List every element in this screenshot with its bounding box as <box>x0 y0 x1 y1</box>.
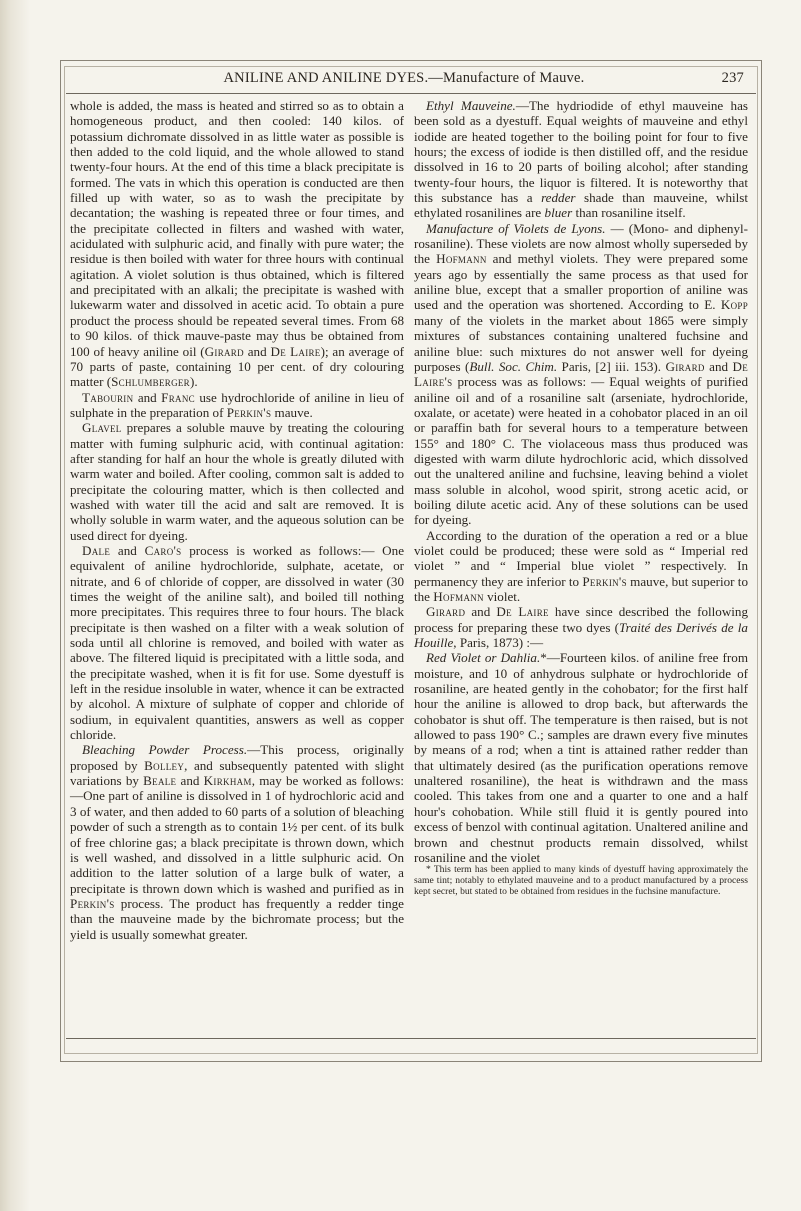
footnote: * This term has been applied to many kinds of dyestuff having approximately the same tint; notably to ethylated mauveine and to a product manufactured by a process kept secret, but stated to be obtained from residues in the fuchsine manufacture. <box>414 864 748 897</box>
header-rule <box>66 93 756 94</box>
paragraph: Red Violet or Dahlia.*—Fourteen kilos. of aniline free from moisture, and 10 of anhydrous sulphate or hydrochloride of rosaniline, are heated gently in the cohobator; for the first half hour the aniline is allowed to drop back, but afterwards the cohobator is shut off. The temperature is then raised, but is not allowed to pass 190° C.; samples are drawn every five minutes by means of a rod; when a tint is attained rather redder than that ultimately desired (as the purification operations remove unaltered rosaniline), the heat is withdrawn and the mass cooled. This takes from one and a quarter to one and a half hour's cohobation. While still fluid it is gently poured into excess of benzol with continual agitation. Unaltered aniline and brown and chestnut products remain dissolved, whilst rosaniline and the violet <box>414 650 749 865</box>
paragraph: Girard and De Laire have since described the following process for preparing these two dyes (Traité des Derivés de la Houille, Paris, 1873) :— <box>414 604 749 651</box>
paragraph: Manufacture of Violets de Lyons. — (Mono- and diphenyl- rosaniline). These violets are now almost wholly superseded by the Hofmann and methyl violets. They were prepared some years ago by essentially the same process as that used for aniline blue, except that a smaller proportion of aniline was used and the operation was shortened. According to E. Kopp many of the violets in the market about 1865 were simply mixtures of substances containing unaltered fuchsine and aniline blue: such mixtures do not answer well for dyeing purposes (Bull. Soc. Chim. Paris, [2] iii. 153). Girard and De Laire's process was as follows: — Equal weights of purified aniline oil and of a rosaniline salt (arseniate, hydrochloride, oxalate, or acetate) were heated in a cohobator placed in an oil or paraffin bath for several hours to a temperature between 155° and 180° C. The violaceous mass thus produced was digested with warm dilute hydrochloric acid, which dissolved out the unaltered aniline and fuchsine, leaving behind a violet mass soluble in alcohol, wood spirit, strong acetic acid, or boiling dilute acetic acid. Any of these solutions can be used for dyeing. <box>414 220 749 528</box>
paragraph: Glavel prepares a soluble mauve by treating the colouring matter with fuming sulphuric acid, with continual agitation: after standing for half an hour the whole is greatly diluted with warm water and boiled. After cooling, common salt is added to precipitate the colouring matter, which is then collected and washed with water till the acid and salt are removed. It is wholly soluble in warm water, and the aqueous solution can be used direct for dyeing. <box>70 420 404 543</box>
paragraph: whole is added, the mass is heated and stirred so as to obtain a homogeneous product, and then cooled: 140 kilos. of potassium dichromate dissolved in as little water as possible is then added to the cold liquid, and the whole allowed to stand twenty-four hours. At the end of this time a black precipitate is formed. The vats in which this operation is conducted are then filled up with water, so as to wash the precipitate by decantation; the washing is repeated three or four times, and the precipitate collected in filters and washed with water, acidulated with sulphuric acid, and finally with pure water; the residue is then boiled with water for three hours with continual agitation. A violet solution is thus obtained, which is filtered and precipitated with an alkali; the precipitate is washed with lukewarm water and dissolved in acetic acid. To obtain a pure product the process should be repeated several times. From 68 to 90 kilos. of thick mauve-paste may thus be obtained from 100 of heavy aniline oil (Girard and De Laire); an average of 70 parts of paste, containing 10 per cent. of dry colouring matter (Schlumberger). <box>70 98 404 390</box>
left-column <box>70 98 404 942</box>
paragraph: Tabourin and Franc use hydrochloride of aniline in lieu of sulphate in the preparation of Perkin's mauve. <box>70 389 404 420</box>
paragraph: According to the duration of the operation a red or a blue violet could be produced; these were sold as “ Imperial red violet ” and “ Imperial blue violet ” respectively. In permanency they are inferior to Perkin's mauve, but superior to the Hofmann violet. <box>414 527 748 604</box>
paragraph: Ethyl Mauveine.—The hydriodide of ethyl mauveine has been sold as a dyestuff. Equal weights of mauveine and ethyl iodide are heated together to the boiling point for four to five hours; the excess of iodide is then distilled off, and the residue dissolved in 16 to 20 parts of boiling alcohol; after standing twenty-four hours, the liquor is filtered. It is noteworthy that this substance has a redder shade than mauveine, whilst ethylated rosanilines are bluer than rosaniline itself. <box>414 98 749 221</box>
paragraph: Bleaching Powder Process.—This process, originally proposed by Bolley, and subsequently patented with slight variations by Beale and Kirkham, may be worked as follows:—One part of aniline is dissolved in 1 of hydrochloric acid and 3 of water, and then added to 60 parts of a solution of bleaching powder of such a strength as to contain 1½ per cent. of its bulk of free chlorine gas; a black precipitate is thrown down, which is well washed, and dissolved in a little sulphuric acid. On addition to the latter solution of a large bulk of water, a precipitate is thrown down which is washed and purified as in Perkin's process. The product has frequently a redder tinge than the mauveine made by the bichromate process; but the yield is usually somewhat greater. <box>70 742 405 942</box>
running-title: ANILINE AND ANILINE DYES.—Manufacture of Mauve. <box>223 70 585 86</box>
page-number: 237 <box>721 70 744 86</box>
paragraph: Dale and Caro's process is worked as follows:— One equivalent of aniline hydrochloride, sulphate, acetate, or nitrate, and 6 of chloride of copper, are dissolved in water (30 times the weight of the aniline salt), and boiled till nothing more precipitates. This requires three to four hours. The black precipitate is then washed on a filter with a weak solution of soda until all chlorine is removed, and boiled with water as above. The filtered liquid is precipitated with a little soda, and the precipitate washed, when it is fit for use. Some dyestuff is left in the residue insoluble in water, whence it can be extracted by alcohol. A mixture of sulphate of copper and chloride of sodium, in equivalent quantities, answers as well as copper chloride. <box>70 542 405 743</box>
running-header <box>64 70 744 94</box>
page-gutter-shadow <box>0 0 30 1211</box>
right-column <box>414 98 748 898</box>
footer-rule <box>66 1038 756 1039</box>
